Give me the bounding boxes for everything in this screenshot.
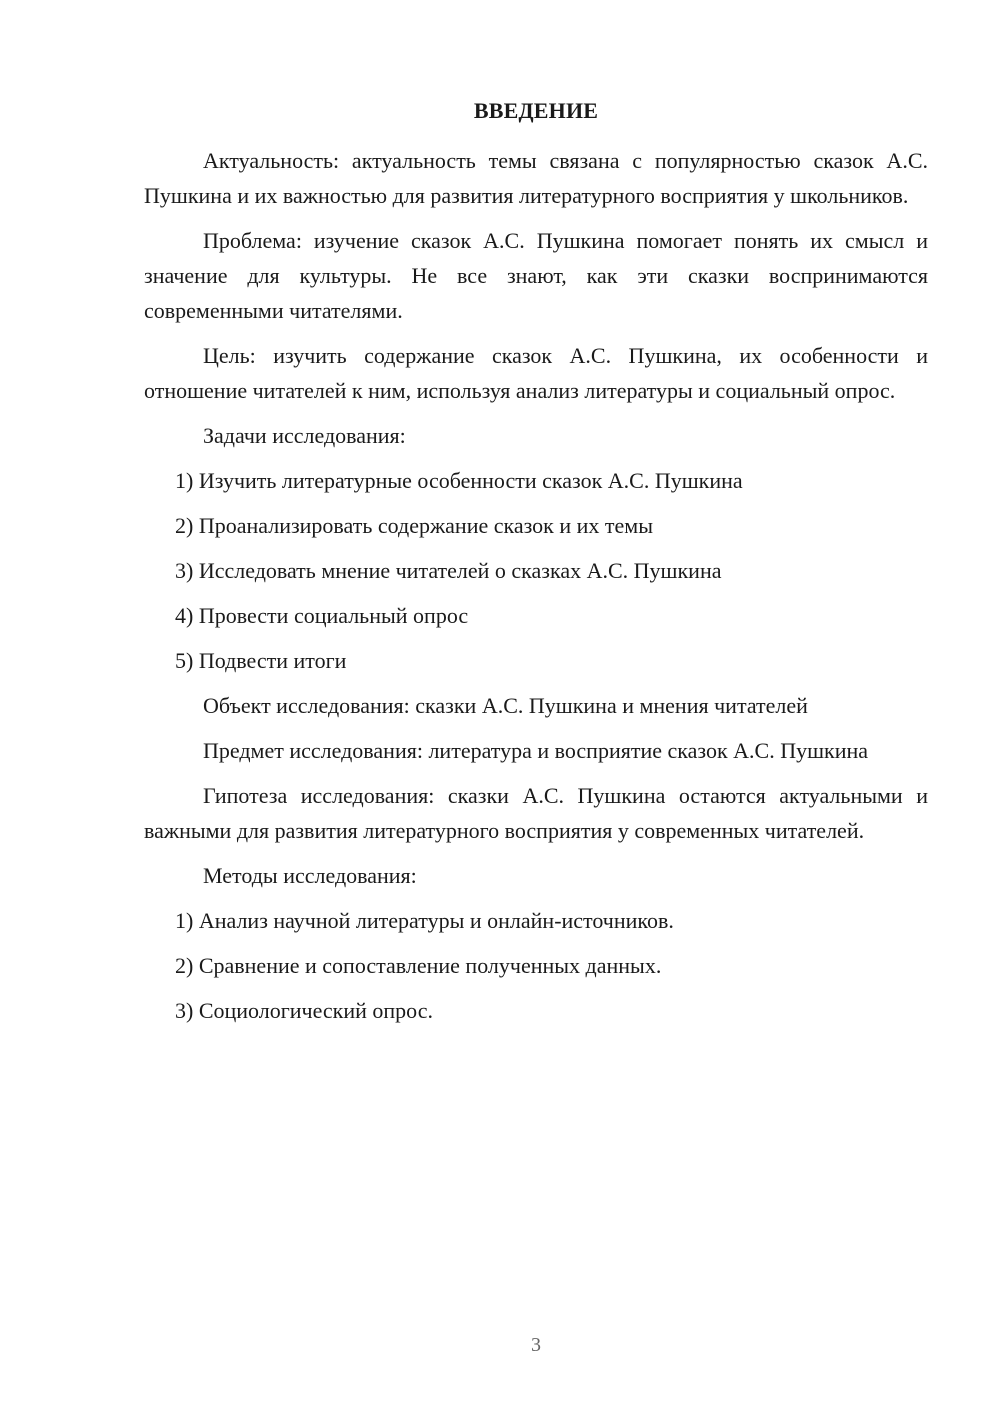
task-item: 5) Подвести итоги	[175, 648, 347, 673]
tasks-list	[144, 463, 928, 678]
task-item: 4) Провести социальный опрос	[175, 603, 469, 628]
method-item: 2) Сравнение и сопоставление полученных данных.	[175, 953, 662, 978]
task-item: 2) Проанализировать содержание сказок и их темы	[175, 513, 653, 538]
tasks-heading: Задачи исследования:	[203, 423, 406, 448]
hypothesis-paragraph: Гипотеза исследования: сказки А.С. Пушкина остаются актуальными и важными для развития литературного восприятия у современных читателей.	[144, 783, 928, 843]
page-number: 3	[531, 1334, 541, 1356]
relevance-paragraph: Актуальность: актуальность темы связана с популярностью сказок А.С. Пушкина и их важностью для развития литературного восприятия у школьников.	[144, 148, 928, 208]
document-heading: ВВЕДЕНИЕ	[473, 98, 599, 123]
methods-list	[144, 903, 928, 1028]
problem-paragraph: Проблема: изучение сказок А.С. Пушкина помогает понять их смысл и значение для культуры. Не все знают, как эти сказки воспринимаются современными читателями.	[144, 228, 928, 323]
method-item: 1) Анализ научной литературы и онлайн-источников.	[175, 908, 674, 933]
object-paragraph: Объект исследования: сказки А.С. Пушкина и мнения читателей	[203, 693, 808, 718]
document-body	[144, 143, 928, 1038]
subject-paragraph: Предмет исследования: литература и восприятие сказок А.С. Пушкина	[203, 738, 869, 763]
task-item: 1) Изучить литературные особенности сказок А.С. Пушкина	[175, 468, 743, 493]
methods-heading: Методы исследования:	[203, 863, 417, 888]
goal-paragraph: Цель: изучить содержание сказок А.С. Пушкина, их особенности и отношение читателей к ним, используя анализ литературы и социальный опрос.	[144, 343, 928, 403]
task-item: 3) Исследовать мнение читателей о сказках А.С. Пушкина	[175, 558, 722, 583]
method-item: 3) Социологический опрос.	[175, 998, 433, 1023]
